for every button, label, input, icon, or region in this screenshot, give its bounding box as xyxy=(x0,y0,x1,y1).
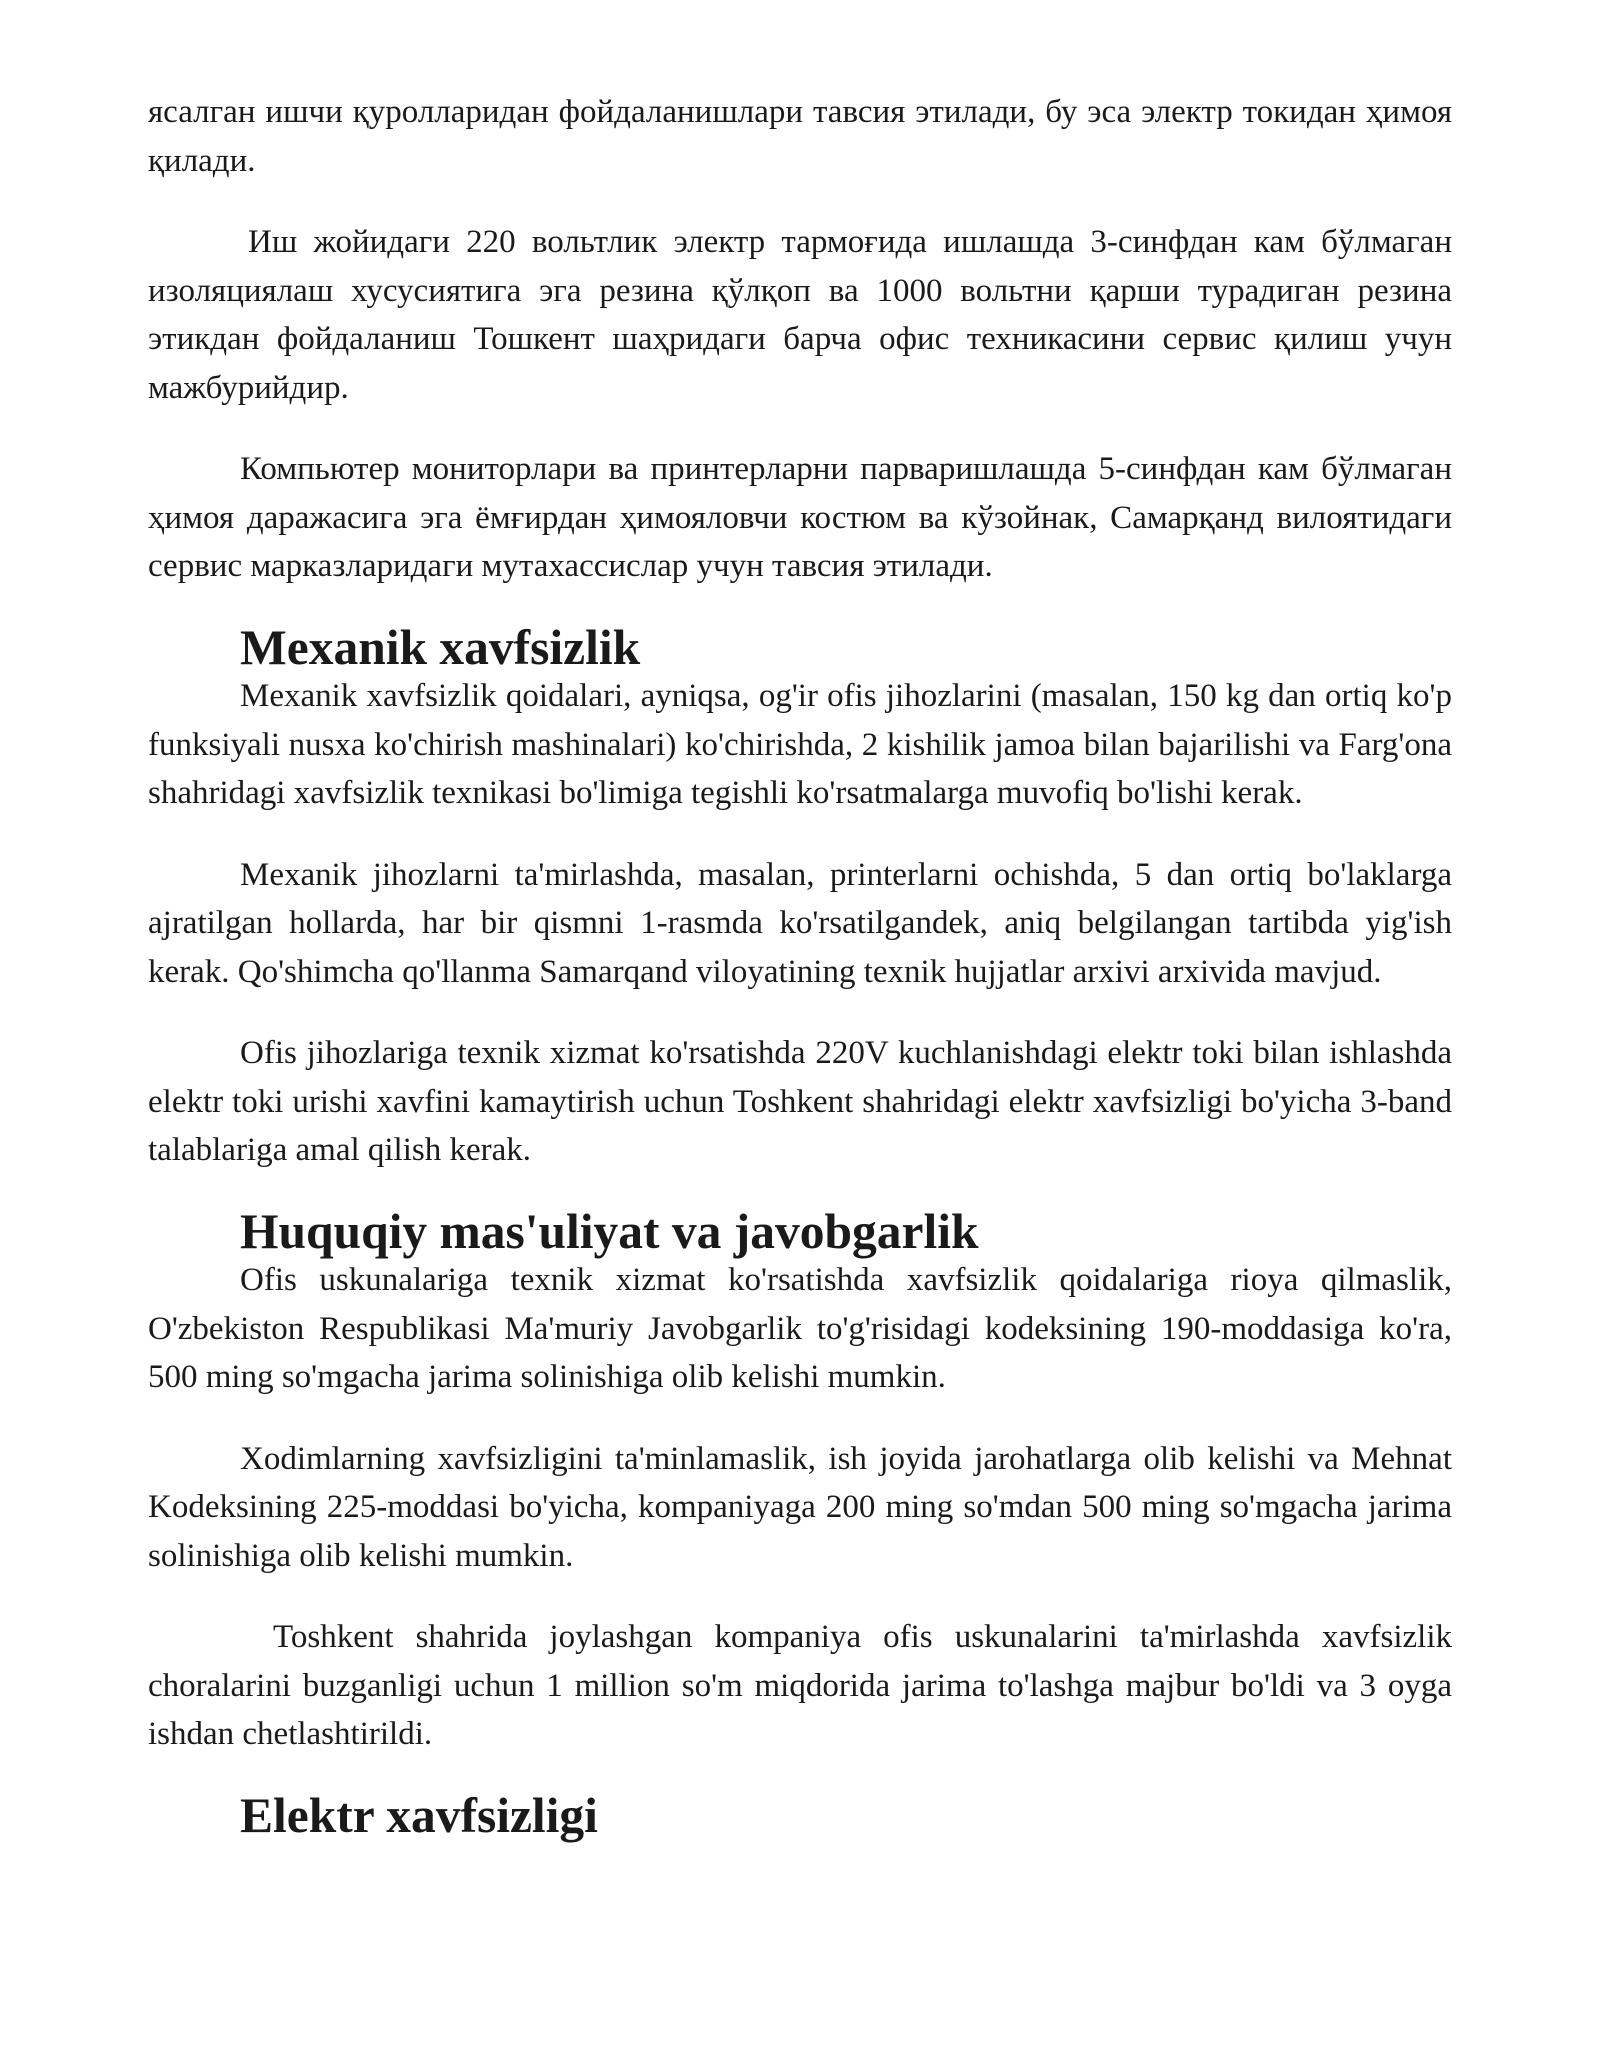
paragraph-labor-code-fine: Xodimlarning xavfsizligini ta'minlamaslik, ish joyida jarohatlarga olib kelishi va Mehnat Kodeksining 225-moddasi bo'yicha, kompaniyaga 200 ming so'mdan 500 ming so'mgacha jarima solinishiga olib kelishi mumkin. xyxy=(148,1440,1452,1574)
heading-electrical-safety: Elektr xavfsizligi xyxy=(240,1787,598,1843)
paragraph-printer-repair-order: Mexanik jihozlarni ta'mirlashda, masalan, printerlarni ochishda, 5 dan ortiq bo'laklarga ajratilgan hollarda, har bir qismni 1-rasmda ko'rsatilgandek, aniq belgilangan tartibda yig'ish kerak. Qo'shimcha qo'llanma Samarqand viloyatining texnik hujjatlar arxivi arxivida mavjud. xyxy=(148,856,1452,990)
paragraph-heavy-equipment-moving: Mexanik xavfsizlik qoidalari, ayniqsa, og'ir ofis jihozlarini (masalan, 150 kg dan ortiq ko'p funksiyali nusxa ko'chirish mashinalari) ko'chirishda, 2 kishilik jamoa bilan bajarilishi va Farg'ona shahridagi xavfsizlik texnikasi bo'limiga tegishli ko'rsatmalarga muvofiq bo'lishi kerak. xyxy=(148,678,1452,811)
paragraph-tashkent-company-case: Toshkent shahrida joylashgan kompaniya ofis uskunalarini ta'mirlashda xavfsizlik choralarini buzganligi uchun 1 million so'm miqdorida jarima to'lashga majbur bo'ldi va 3 oyga ishdan chetlashtirildi. xyxy=(148,1619,1452,1752)
document-page xyxy=(148,88,1452,1843)
heading-mechanical-safety: Mexanik xavfsizlik xyxy=(240,619,641,675)
paragraph-electric-tools-continued: ясалган ишчи қуролларидан фойдаланишлари тавсия этилади, бу эса электр токидан ҳимоя қилади. xyxy=(148,94,1452,179)
paragraph-administrative-code-fine: Ofis uskunalariga texnik xizmat ko'rsatishda xavfsizlik qoidalariga rioya qilmaslik, O'zbekiston Respublikasi Ma'muriy Javobgarlik to'g'risidagi kodeksining 190-moddasiga ko'ra, 500 ming so'mgacha jarima solinishiga olib kelishi mumkin. xyxy=(148,1262,1452,1395)
paragraph-220v-requirements: Ofis jihozlariga texnik xizmat ko'rsatishda 220V kuchlanishdagi elektr toki bilan ishlashda elektr toki urishi xavfini kamaytirish uchun Toshkent shahridagi elektr xavfsizligi bo'yicha 3-band talablariga amal qilish kerak. xyxy=(148,1035,1452,1168)
paragraph-rubber-gloves-requirement: Иш жойидаги 220 вольтлик электр тармоғида ишлашда 3-синфдан кам бўлмаган изоляциялаш хусусиятига эга резина қўлқоп ва 1000 вольтни қарши турадиган резина этикдан фойдаланиш Тошкент шаҳридаги барча офис техникасини сервис қилиш учун мажбурийдир. xyxy=(148,224,1452,406)
heading-legal-responsibility: Huquqiy mas'uliyat va javobgarlik xyxy=(240,1203,979,1259)
paragraph-monitor-printer-protection: Компьютер мониторлари ва принтерларни парваришлашда 5-синфдан кам бўлмаган ҳимоя даражасига эга ёмғирдан ҳимояловчи костюм ва кўзойнак, Самарқанд вилоятидаги сервис марказларидаги мутахассислар учун тавсия этилади. xyxy=(148,451,1452,584)
